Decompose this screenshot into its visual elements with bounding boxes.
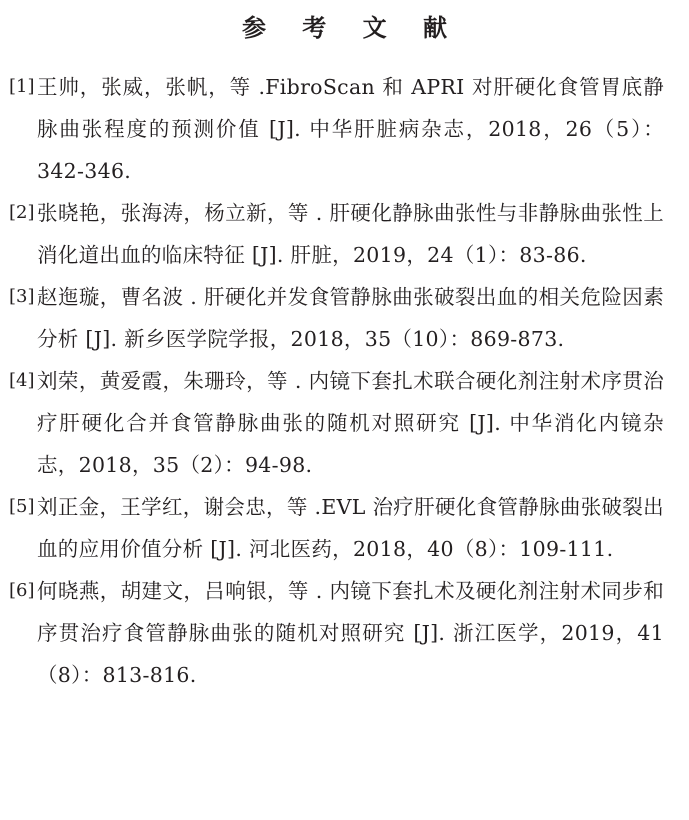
reference-text: 张晓艳，张海涛，杨立新，等 . 肝硬化静脉曲张性与非静脉曲张性上消化道出血的临床特征 [J]. 肝脏，2019，24（1）：83-86. [37,201,664,267]
reference-number: [3] [9,286,35,307]
reference-item [9,66,664,192]
reference-number: [6] [9,580,35,601]
reference-text: 赵迤璇，曹名波 . 肝硬化并发食管静脉曲张破裂出血的相关危险因素分析 [J]. 新乡医学院学报，2018，35（10）：869-873. [37,285,664,351]
reference-number: [1] [9,76,35,97]
reference-item [9,360,664,486]
reference-item [9,276,664,360]
reference-list [9,66,664,696]
reference-item [9,570,664,696]
section-heading: 参 考 文 献 [241,14,462,42]
reference-item [9,486,664,570]
reference-item [9,192,664,276]
reference-text: 何晓燕，胡建文，吕响银，等 . 内镜下套扎术及硬化剂注射术同步和序贯治疗食管静脉曲张的随机对照研究 [J]. 浙江医学，2019，41（8）：813-816. [37,579,664,687]
reference-number: [2] [9,202,35,223]
reference-number: [5] [9,496,35,517]
reference-number: [4] [9,370,35,391]
reference-text: 刘正金，王学红，谢会忠，等 .EVL 治疗肝硬化食管静脉曲张破裂出血的应用价值分析 [J]. 河北医药，2018，40（8）：109-111. [37,495,664,561]
reference-text: 王帅，张威，张帆，等 .FibroScan 和 APRI 对肝硬化食管胃底静脉曲张程度的预测价值 [J]. 中华肝脏病杂志，2018，26（5）：342-346. [37,75,664,183]
reference-text: 刘荣，黄爱霞，朱珊玲，等 . 内镜下套扎术联合硬化剂注射术序贯治疗肝硬化合并食管静脉曲张的随机对照研究 [J]. 中华消化内镜杂志，2018，35（2）：94-98. [37,369,664,477]
